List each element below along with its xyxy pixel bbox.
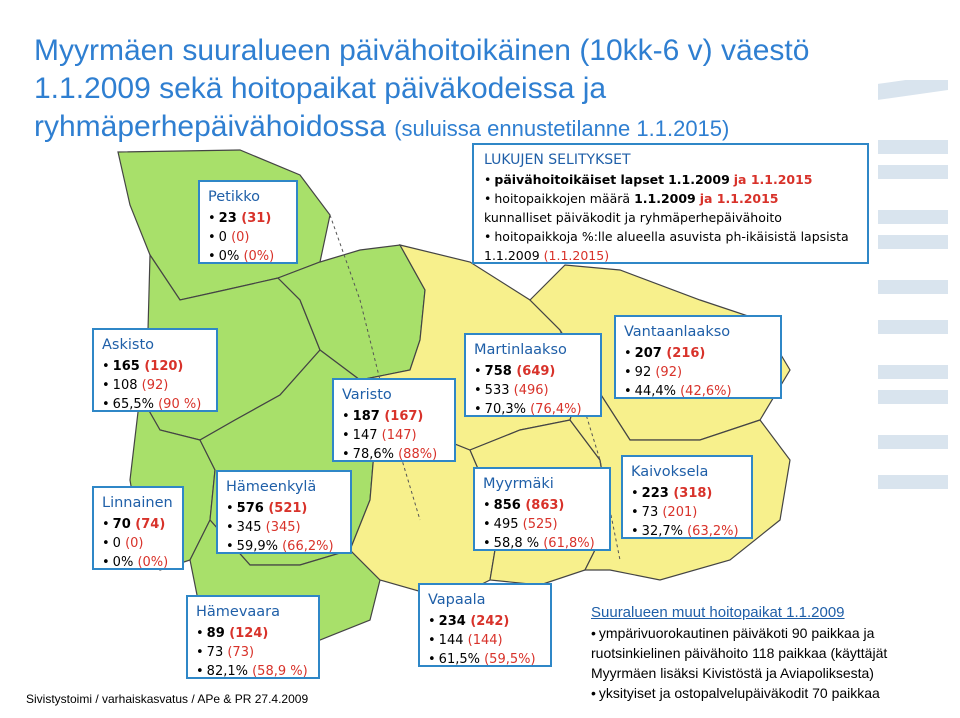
area-name: Myyrmäki — [483, 476, 554, 492]
bullet — [226, 539, 237, 554]
other-places-box — [591, 603, 951, 703]
bullet — [208, 211, 219, 226]
children-2009: 23 — [218, 211, 242, 226]
legend-line-pct: • hoitopaikkoja %:lle alueella asuvista ph-ikäisistä lapsista 1.1.2009 (1.1.2015) — [484, 227, 857, 265]
places-row — [102, 534, 174, 553]
other-line-2: • yksityiset ja ostopalvelupäiväkodit 70 paikkaa — [591, 683, 951, 703]
children-2009: 89 — [206, 626, 230, 641]
places-2015: (144) — [467, 633, 503, 648]
children-2015: (74) — [135, 517, 166, 532]
children-2009: 856 — [493, 498, 526, 513]
bullet — [474, 383, 485, 398]
bullet — [631, 486, 642, 501]
places-row — [342, 426, 446, 445]
places-2015: (201) — [662, 505, 698, 520]
places-2009: 0 — [218, 230, 232, 245]
bullet — [483, 517, 494, 532]
children-row — [102, 357, 208, 376]
pct-2009: 65,5% — [112, 397, 159, 412]
children-2009: 165 — [112, 359, 145, 374]
pct-2015: (88%) — [398, 447, 438, 462]
children-row — [631, 484, 743, 503]
bullet — [474, 402, 485, 417]
pct-row — [102, 553, 174, 572]
places-2009: 345 — [236, 520, 266, 535]
children-2015: (167) — [384, 409, 424, 424]
area-box-hämeenkylä — [216, 470, 352, 554]
pct-2015: (0%) — [137, 555, 169, 570]
places-2015: (92) — [655, 365, 683, 380]
children-2015: (124) — [229, 626, 269, 641]
children-row — [483, 496, 601, 515]
vantaa-logo — [870, 80, 960, 520]
places-2015: (345) — [265, 520, 301, 535]
pct-2015: (59,5%) — [484, 652, 536, 667]
children-2009: 207 — [634, 346, 667, 361]
bullet — [102, 378, 113, 393]
legend-line-places: • hoitopaikkojen määrä 1.1.2009 ja 1.1.2015 — [484, 189, 857, 208]
places-row — [428, 631, 542, 650]
legend-line-places-desc: kunnalliset päiväkodit ja ryhmäperhepäivähoito — [484, 210, 782, 225]
pct-2015: (66,2%) — [282, 539, 334, 554]
children-2015: (242) — [470, 614, 510, 629]
bullet — [102, 359, 113, 374]
pct-2009: 0% — [218, 249, 244, 264]
bullet — [631, 505, 642, 520]
bullet — [196, 626, 207, 641]
places-2015: (0) — [125, 536, 144, 551]
bullet — [342, 428, 353, 443]
children-row — [342, 407, 446, 426]
bullet — [102, 536, 113, 551]
legend-line-children: • päivähoitoikäiset lapset 1.1.2009 ja 1.1.2015 — [484, 170, 857, 189]
area-name: Petikko — [208, 189, 261, 205]
children-row — [196, 624, 310, 643]
children-2015: (216) — [666, 346, 706, 361]
area-box-myyrmäki — [473, 467, 611, 551]
pct-2009: 44,4% — [634, 384, 681, 399]
bullet — [102, 555, 113, 570]
places-row — [102, 376, 208, 395]
pct-2015: (58,9 %) — [252, 664, 308, 679]
places-2009: 73 — [641, 505, 663, 520]
children-2015: (649) — [516, 364, 556, 379]
children-2015: (31) — [241, 211, 272, 226]
places-2015: (0) — [231, 230, 250, 245]
pct-2015: (76,4%) — [530, 402, 582, 417]
children-2015: (318) — [673, 486, 713, 501]
bullet — [624, 346, 635, 361]
places-2009: 92 — [634, 365, 656, 380]
places-row — [196, 643, 310, 662]
places-row — [208, 228, 288, 247]
children-row — [226, 499, 342, 518]
area-name: Hämeenkylä — [226, 479, 317, 495]
area-box-martinlaakso — [464, 333, 602, 417]
bullet — [342, 409, 353, 424]
area-box-vapaala — [418, 583, 552, 667]
area-name: Linnainen — [102, 495, 173, 511]
children-2009: 70 — [112, 517, 136, 532]
bullet — [624, 365, 635, 380]
children-row — [428, 612, 542, 631]
pct-2009: 59,9% — [236, 539, 283, 554]
bullet — [208, 230, 219, 245]
pct-row — [483, 534, 601, 553]
children-2009: 223 — [641, 486, 674, 501]
area-name: Martinlaakso — [474, 342, 567, 358]
pct-row — [624, 382, 772, 401]
bullet — [208, 249, 219, 264]
pct-2015: (90 %) — [158, 397, 202, 412]
places-2009: 495 — [493, 517, 523, 532]
bullet — [226, 520, 237, 535]
pct-2015: (0%) — [243, 249, 275, 264]
other-line-1: • ympärivuorokautinen päiväkoti 90 paikkaa ja ruotsinkielinen päivähoito 118 paikkaa (käyttäjät Myyrmäen lisäksi Kivistöstä ja Aviapoliksesta) — [591, 623, 951, 683]
places-2015: (496) — [513, 383, 549, 398]
places-2015: (147) — [381, 428, 417, 443]
places-row — [483, 515, 601, 534]
places-2009: 147 — [352, 428, 382, 443]
places-2009: 144 — [438, 633, 468, 648]
area-name: Vapaala — [428, 592, 486, 608]
bullet — [226, 501, 237, 516]
children-2009: 234 — [438, 614, 471, 629]
bullet — [102, 397, 113, 412]
area-box-askisto — [92, 328, 218, 412]
places-2009: 533 — [484, 383, 514, 398]
children-2009: 758 — [484, 364, 517, 379]
pct-row — [208, 247, 288, 266]
area-name: Vantaanlaakso — [624, 324, 731, 340]
pct-2009: 70,3% — [484, 402, 531, 417]
area-box-linnainen — [92, 486, 184, 570]
places-row — [631, 503, 743, 522]
bullet — [474, 364, 485, 379]
area-name: Varisto — [342, 387, 392, 403]
area-name: Askisto — [102, 337, 155, 353]
area-box-varisto — [332, 378, 456, 462]
bullet — [428, 633, 439, 648]
pct-row — [196, 662, 310, 681]
pct-2009: 0% — [112, 555, 138, 570]
places-row — [226, 518, 342, 537]
bullet — [483, 498, 494, 513]
bullet — [196, 664, 207, 679]
children-2015: (120) — [144, 359, 184, 374]
title-sub: (suluissa ennustetilanne 1.1.2015) — [394, 116, 730, 141]
other-heading: Suuralueen muut hoitopaikat 1.1.2009 — [591, 604, 845, 621]
pct-2015: (63,2%) — [687, 524, 739, 539]
page-title — [34, 32, 874, 148]
pct-row — [474, 400, 592, 419]
children-row — [102, 515, 174, 534]
area-box-petikko — [198, 180, 298, 264]
children-row — [474, 362, 592, 381]
bullet — [631, 524, 642, 539]
places-2015: (73) — [227, 645, 255, 660]
pct-2009: 61,5% — [438, 652, 485, 667]
area-box-kaivoksela — [621, 455, 753, 539]
area-box-hämevaara — [186, 595, 320, 679]
pct-row — [102, 395, 208, 414]
pct-2009: 82,1% — [206, 664, 253, 679]
pct-2009: 78,6% — [352, 447, 399, 462]
footer-credit: Sivistystoimi / varhaiskasvatus / APe & PR 27.4.2009 — [26, 692, 309, 706]
logo-letter-marks — [878, 80, 948, 489]
children-2015: (521) — [268, 501, 308, 516]
area-box-vantaanlaakso — [614, 315, 782, 399]
bullet — [102, 517, 113, 532]
pct-2015: (42,6%) — [680, 384, 732, 399]
pct-row — [342, 445, 446, 464]
places-2009: 73 — [206, 645, 228, 660]
children-2015: (863) — [525, 498, 565, 513]
places-2015: (92) — [141, 378, 169, 393]
pct-2015: (61,8%) — [543, 536, 595, 551]
children-2009: 576 — [236, 501, 269, 516]
pct-2009: 32,7% — [641, 524, 688, 539]
area-name: Hämevaara — [196, 604, 281, 620]
title-main: Myyrmäen suuralueen päivähoitoikäinen (10kk-6 v) väestö 1.1.2009 sekä hoitopaikat päiväkodeissa ja ryhmäperhepäivähoidossa — [34, 34, 810, 143]
places-row — [624, 363, 772, 382]
places-row — [474, 381, 592, 400]
places-2009: 0 — [112, 536, 126, 551]
children-2009: 187 — [352, 409, 385, 424]
pct-2009: 58,8 % — [493, 536, 544, 551]
pct-row — [226, 537, 342, 556]
places-2015: (525) — [522, 517, 558, 532]
bullet — [196, 645, 207, 660]
legend-box — [472, 143, 869, 264]
legend-heading: LUKUJEN SELITYKSET — [484, 152, 631, 168]
bullet — [428, 614, 439, 629]
pct-row — [428, 650, 542, 669]
places-2009: 108 — [112, 378, 142, 393]
children-row — [208, 209, 288, 228]
bullet — [483, 536, 494, 551]
bullet — [624, 384, 635, 399]
area-name: Kaivoksela — [631, 464, 709, 480]
bullet — [428, 652, 439, 667]
bullet — [342, 447, 353, 462]
pct-row — [631, 522, 743, 541]
children-row — [624, 344, 772, 363]
